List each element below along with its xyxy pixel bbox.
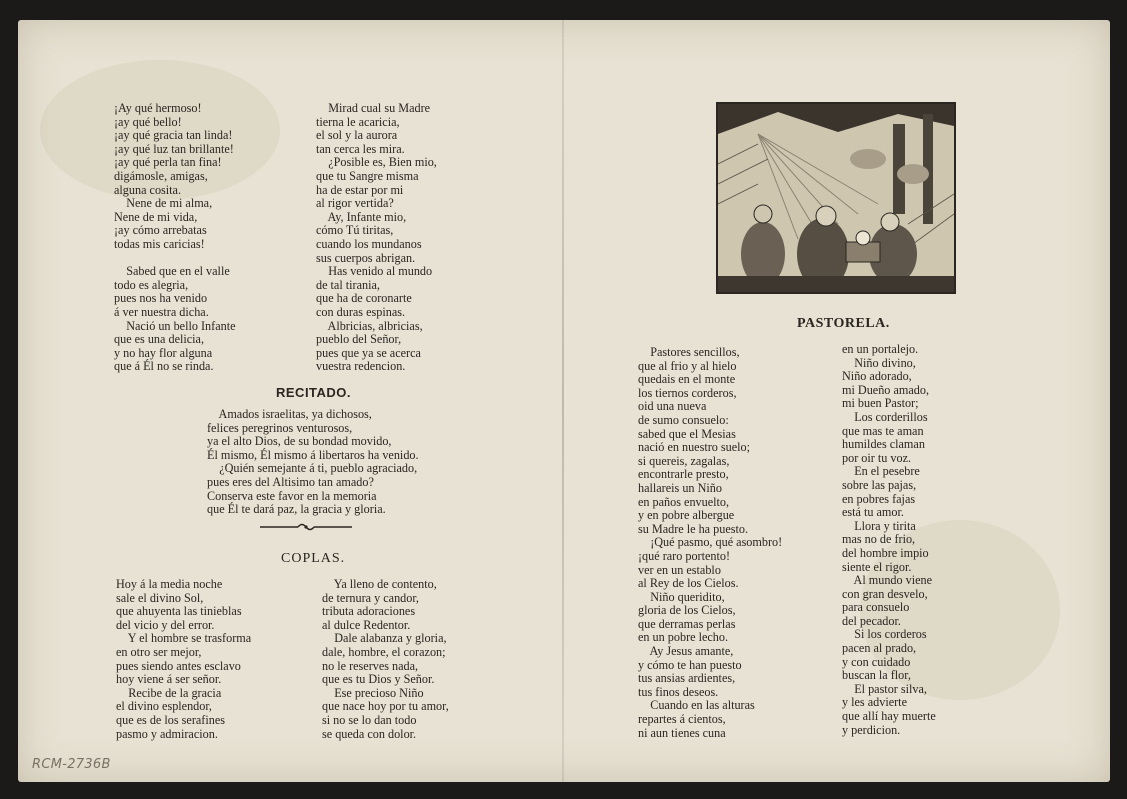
- nativity-woodcut-image: [716, 102, 956, 294]
- verse-line: que nace hoy por tu amor,: [322, 699, 449, 714]
- verse-line: Al mundo viene: [842, 573, 933, 588]
- verse-column-left-2: [316, 102, 437, 374]
- verse-line: que es una delicia,: [114, 332, 205, 347]
- verse-line: si no se lo dan todo: [322, 712, 417, 727]
- verse-line: Albricias, albricias,: [316, 318, 423, 333]
- verse-line: ¡Ay qué hermoso!: [114, 101, 202, 115]
- verse-column-left-1: [114, 102, 236, 374]
- verse-line: está tu amor.: [842, 505, 904, 520]
- verse-line: mi buen Pastor;: [842, 396, 919, 411]
- verse-line: y en pobre albergue: [638, 508, 735, 523]
- verse-line: en un portalejo.: [842, 342, 919, 356]
- verse-line: en pobres fajas: [842, 491, 916, 506]
- verse-line: todo es alegria,: [114, 277, 189, 292]
- verse-line: cuando los mundanos: [316, 236, 422, 251]
- verse-line: que ahuyenta las tinieblas: [116, 604, 242, 619]
- verse-line: su Madre le ha puesto.: [638, 521, 748, 536]
- verse-line: pasmo y admiracion.: [116, 726, 218, 741]
- verse-line: y con cuidado: [842, 654, 911, 669]
- verse-line: con gran desvelo,: [842, 586, 928, 601]
- verse-line: ¡Qué pasmo, qué asombro!: [638, 535, 783, 550]
- verse-line: que es de los serafines: [116, 712, 225, 727]
- verse-line: Ese precioso Niño: [322, 685, 424, 700]
- verse-line: el sol y la aurora: [316, 128, 398, 143]
- verse-line: Niño divino,: [842, 355, 916, 370]
- verse-line: ¡qué raro portento!: [638, 548, 731, 563]
- verse-line: si quereis, zagalas,: [638, 453, 730, 468]
- verse-line: de sumo consuelo:: [638, 412, 729, 427]
- verse-line: Mirad cual su Madre: [316, 101, 431, 115]
- verse-line: con duras espinas.: [316, 304, 406, 319]
- verse-line: Amados israelitas, ya dichosos,: [207, 407, 372, 421]
- verse-line: al Rey de los Cielos.: [638, 576, 739, 591]
- verse-line: que mas te aman: [842, 423, 924, 438]
- verse-line: oid una nueva: [638, 399, 707, 414]
- verse-line: los tiernos corderos,: [638, 385, 737, 400]
- verse-line: al rigor vertida?: [316, 196, 394, 211]
- verse-line: que al frio y al hielo: [638, 358, 737, 373]
- pastorela-heading: PASTORELA.: [797, 316, 890, 331]
- verse-line: y cómo te han puesto: [638, 657, 742, 672]
- verse-line: ¡ay qué bello!: [114, 114, 182, 129]
- recitado-heading: RECITADO.: [276, 385, 352, 400]
- verse-line: Has venido al mundo: [316, 264, 433, 279]
- verse-line: no le reserves nada,: [322, 658, 419, 673]
- verse-line: tributa adoraciones: [322, 604, 416, 619]
- verse-line: ha de estar por mi: [316, 182, 404, 197]
- verse-line: alguna cosita.: [114, 182, 182, 197]
- verse-line: quedais en el monte: [638, 372, 736, 387]
- verse-line: al dulce Redentor.: [322, 617, 411, 632]
- page-fold: [562, 20, 564, 782]
- verse-line: tierna le acaricia,: [316, 114, 400, 129]
- verse-line: ya el alto Dios, de su bondad movido,: [207, 434, 392, 449]
- verse-line: Nació un bello Infante: [114, 318, 236, 333]
- verse-line: ¿Posible es, Bien mio,: [316, 155, 437, 170]
- verse-line: mas no de frio,: [842, 532, 916, 547]
- verse-line: ¡ay qué gracia tan linda!: [114, 128, 233, 143]
- verse-line: Él mismo, Él mismo á libertaros ha venido.: [207, 447, 419, 462]
- verse-line: Conserva este favor en la memoria: [207, 488, 377, 503]
- verse-line: digámosle, amigas,: [114, 168, 208, 183]
- verse-line: dale, hombre, el corazon;: [322, 644, 446, 659]
- verse-line: Los corderillos: [842, 409, 928, 424]
- catalog-mark: RCM-2736B: [32, 757, 111, 772]
- pastorela-column-1: [638, 346, 782, 740]
- verse-line: sabed que el Mesias: [638, 426, 736, 441]
- verse-line: repartes á cientos,: [638, 712, 726, 727]
- verse-line: siente el rigor.: [842, 559, 912, 574]
- verse-line: ver en un establo: [638, 562, 721, 577]
- verse-line: Ya lleno de contento,: [322, 577, 437, 591]
- verse-line: buscan la flor,: [842, 668, 911, 683]
- verse-line: ¿Quién semejante á ti, pueblo agraciado,: [207, 461, 418, 476]
- verse-line: tan cerca les mira.: [316, 141, 405, 156]
- verse-line: Dale alabanza y gloria,: [322, 631, 447, 646]
- verse-line: Recibe de la gracia: [116, 685, 222, 700]
- verse-line: Ay Jesus amante,: [638, 644, 734, 659]
- verse-line: de tal tirania,: [316, 277, 380, 292]
- verse-line: Cuando en las alturas: [638, 698, 755, 713]
- verse-line: cómo Tú tiritas,: [316, 223, 394, 238]
- verse-line: ni aun tienes cuna: [638, 725, 726, 740]
- verse-line: y les advierte: [842, 695, 907, 710]
- verse-line: todas mis caricias!: [114, 236, 205, 251]
- ornament-divider: [258, 522, 354, 532]
- verse-line: En el pesebre: [842, 464, 920, 479]
- verse-line: hallareis un Niño: [638, 480, 722, 495]
- coplas-column-2: [322, 578, 449, 741]
- verse-line: del hombre impio: [842, 545, 929, 560]
- verse-line: Si los corderos: [842, 627, 927, 642]
- verse-line: felices peregrinos venturosos,: [207, 420, 353, 435]
- verse-line: sale el divino Sol,: [116, 590, 204, 605]
- verse-line: y perdicion.: [842, 722, 901, 737]
- verse-line: á ver nuestra dicha.: [114, 304, 209, 319]
- verse-line: pues nos ha venido: [114, 291, 208, 306]
- verse-line: gloria de los Cielos,: [638, 603, 736, 618]
- verse-line: tus ansias ardientes,: [638, 671, 736, 686]
- verse-line: que allí hay muerte: [842, 709, 936, 724]
- verse-line: Hoy á la media noche: [116, 577, 223, 591]
- verse-line: [114, 252, 236, 266]
- verse-line: se queda con dolor.: [322, 726, 417, 741]
- verse-line: pues siendo antes esclavo: [116, 658, 241, 673]
- verse-line: pacen al prado,: [842, 641, 917, 656]
- verse-line: Nene de mi alma,: [114, 196, 213, 211]
- verse-line: por oir tu voz.: [842, 450, 912, 465]
- verse-line: Niño queridito,: [638, 589, 725, 604]
- verse-line: pues que ya se acerca: [316, 345, 421, 360]
- verse-line: que á Él no se rinda.: [114, 359, 214, 374]
- verse-line: en otro ser mejor,: [116, 644, 202, 659]
- verse-line: ¡ay qué perla tan fina!: [114, 155, 222, 170]
- verse-line: Nene de mi vida,: [114, 209, 198, 224]
- verse-line: humildes claman: [842, 437, 925, 452]
- verse-line: pues eres del Altisimo tan amado?: [207, 474, 374, 489]
- verse-line: hoy viene á ser señor.: [116, 672, 222, 687]
- verse-line: Llora y tirita: [842, 518, 916, 533]
- verse-line: encontrarle presto,: [638, 467, 729, 482]
- verse-line: mi Dueño amado,: [842, 382, 929, 397]
- verse-line: sobre las pajas,: [842, 477, 917, 492]
- verse-line: y no hay flor alguna: [114, 345, 213, 360]
- verse-line: en paños envuelto,: [638, 494, 730, 509]
- verse-line: de ternura y candor,: [322, 590, 419, 605]
- verse-line: Sabed que en el valle: [114, 264, 230, 279]
- verse-line: ¡ay qué luz tan brillante!: [114, 141, 234, 156]
- coplas-column-1: [116, 578, 251, 741]
- pastorela-column-2: [842, 343, 936, 737]
- verse-line: que tu Sangre misma: [316, 168, 419, 183]
- verse-line: para consuelo: [842, 600, 910, 615]
- verse-line: tus finos deseos.: [638, 684, 719, 699]
- verse-line: El pastor silva,: [842, 681, 927, 696]
- verse-line: que es tu Dios y Señor.: [322, 672, 435, 687]
- coplas-heading: COPLAS.: [281, 551, 346, 566]
- verse-line: pueblo del Señor,: [316, 332, 402, 347]
- recitado-text: [207, 408, 419, 517]
- verse-line: sus cuerpos abrigan.: [316, 250, 416, 265]
- verse-line: que derramas perlas: [638, 616, 736, 631]
- verse-line: que ha de coronarte: [316, 291, 412, 306]
- verse-line: Niño adorado,: [842, 369, 912, 384]
- verse-line: que Él te dará paz, la gracia y gloria.: [207, 502, 386, 517]
- verse-line: nació en nuestro suelo;: [638, 440, 751, 455]
- verse-line: Y el hombre se trasforma: [116, 631, 252, 646]
- verse-line: ¡ay cómo arrebatas: [114, 223, 207, 238]
- verse-line: en un pobre lecho.: [638, 630, 729, 645]
- verse-line: Pastores sencillos,: [638, 345, 740, 359]
- verse-line: vuestra redencion.: [316, 359, 406, 374]
- verse-line: Ay, Infante mio,: [316, 209, 407, 224]
- verse-line: del pecador.: [842, 613, 901, 628]
- verse-line: del vicio y del error.: [116, 617, 215, 632]
- verse-line: el divino esplendor,: [116, 699, 212, 714]
